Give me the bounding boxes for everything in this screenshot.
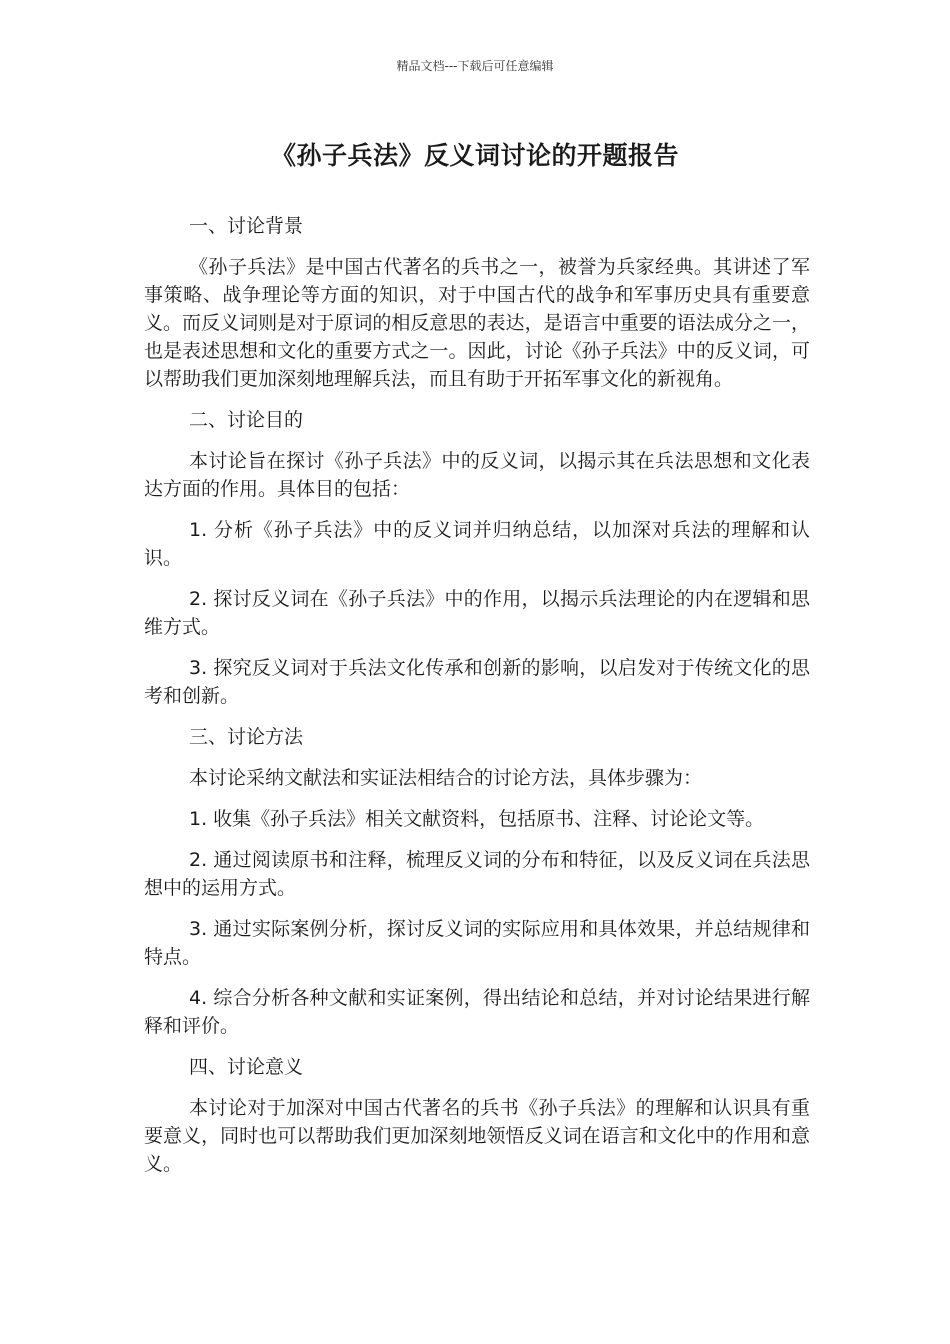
background-paragraph: 《孙子兵法》是中国古代著名的兵书之一，被誉为兵家经典。其讲述了军事策略、战争理论等方面的知识，对于中国古代的战争和军事历史具有重要意义。而反义词则是对于原词的相反意思的表达，是语言中重要的语法成分之一，也是表述思想和文化的重要方式之一。因此，讨论《孙子兵法》中的反义词，可以帮助我们更加深刻地理解兵法，而且有助于开拓军事文化的新视角。 <box>144 256 810 390</box>
purpose-intro: 本讨论旨在探讨《孙子兵法》中的反义词，以揭示其在兵法思想和文化表达方面的作用。具体目的包括： <box>144 450 810 500</box>
method-item-2: 2. 通过阅读原书和注释，梳理反义词的分布和特征，以及反义词在兵法思想中的运用方式。 <box>144 849 810 899</box>
method-item-1: 1. 收集《孙子兵法》相关文献资料，包括原书、注释、讨论论文等。 <box>189 808 765 830</box>
document-title: 《孙子兵法》反义词讨论的开题报告 <box>270 141 679 170</box>
section-heading-background: 一、讨论背景 <box>189 215 304 237</box>
section-heading-significance: 四、讨论意义 <box>189 1056 304 1078</box>
section-heading-purpose: 二、讨论目的 <box>189 409 304 431</box>
significance-paragraph: 本讨论对于加深对中国古代著名的兵书《孙子兵法》的理解和认识具有重要意义，同时也可以帮助我们更加深刻地领悟反义词在语言和文化中的作用和意义。 <box>144 1097 810 1175</box>
document-body <box>144 212 810 1191</box>
method-item-4: 4. 综合分析各种文献和实证案例，得出结论和总结，并对讨论结果进行解释和评价。 <box>144 987 810 1037</box>
page-header: 精品文档---下载后可任意编辑 <box>396 59 554 73</box>
method-intro: 本讨论采纳文献法和实证法相结合的讨论方法，具体步骤为： <box>189 767 703 789</box>
section-heading-method: 三、讨论方法 <box>189 726 304 748</box>
purpose-item-1: 1. 分析《孙子兵法》中的反义词并归纳总结，以加深对兵法的理解和认识。 <box>144 519 810 569</box>
purpose-item-2: 2. 探讨反义词在《孙子兵法》中的作用，以揭示兵法理论的内在逻辑和思维方式。 <box>144 588 810 638</box>
method-item-3: 3. 通过实际案例分析，探讨反义词的实际应用和具体效果，并总结规律和特点。 <box>144 918 810 968</box>
purpose-item-3: 3. 探究反义词对于兵法文化传承和创新的影响，以启发对于传统文化的思考和创新。 <box>144 657 810 707</box>
